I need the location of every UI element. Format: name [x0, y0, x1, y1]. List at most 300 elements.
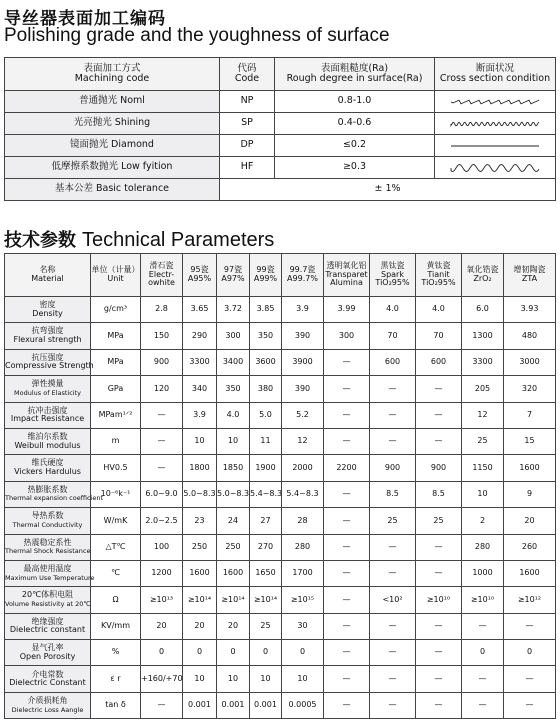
property-cn: 维氏硬度	[31, 458, 64, 468]
fine-wave-profile-icon	[449, 118, 541, 130]
header-text: ZrO₂	[473, 274, 492, 283]
value-cell: —	[462, 666, 504, 692]
header-text: 黑钛瓷	[380, 261, 405, 271]
property-name	[5, 455, 91, 481]
value-cell: —	[324, 534, 370, 560]
header-text: Electr-	[148, 269, 175, 279]
value-cell: 20	[504, 508, 556, 534]
header-text: 代码	[237, 62, 257, 74]
value-cell: 290	[183, 323, 217, 349]
param-row	[5, 428, 556, 454]
header-text: 单位（计量）	[91, 265, 140, 275]
param-header-cell	[416, 254, 462, 297]
value-cell: —	[370, 640, 416, 666]
property-cn: 热震稳定系性	[23, 537, 72, 547]
machining-method: 镜面抛光 Diamond	[5, 135, 220, 157]
value-cell: 0.001	[250, 692, 282, 718]
value-cell: 205	[462, 376, 504, 402]
value-cell: 3400	[217, 349, 250, 375]
property-cn: 导热系数	[31, 511, 64, 521]
value-cell: 11	[250, 428, 282, 454]
param-row	[5, 508, 556, 534]
value-cell: 25	[462, 428, 504, 454]
property-name	[5, 297, 91, 323]
property-en: Thermal expansion coefficient	[5, 494, 104, 503]
rough-line-profile-icon	[449, 96, 541, 108]
property-name	[5, 376, 91, 402]
header-text: 透明氧化铝	[326, 261, 367, 271]
value-cell: 5.4~8.3	[250, 481, 282, 507]
value-cell: ≥10¹⁴	[217, 587, 250, 613]
header-text: 增韧陶瓷	[513, 265, 546, 275]
value-cell: ≥10¹³	[141, 587, 183, 613]
value-cell: 10	[462, 481, 504, 507]
value-cell: 10	[250, 666, 282, 692]
value-cell: —	[370, 666, 416, 692]
value-cell: —	[416, 534, 462, 560]
value-cell: —	[504, 692, 556, 718]
property-en: Density	[32, 308, 63, 318]
value-cell: 8.5	[370, 481, 416, 507]
property-name	[5, 560, 95, 586]
param-row	[5, 613, 556, 639]
value-cell: 120	[141, 376, 183, 402]
header-text: Material	[31, 274, 64, 283]
machining-method: 低摩擦系数抛光 Low fyition	[5, 157, 220, 179]
property-unit: HV0.5	[91, 455, 141, 481]
value-cell: 3900	[282, 349, 324, 375]
value-cell: 1600	[183, 560, 217, 586]
value-cell: 3.65	[183, 297, 217, 323]
value-cell: 2	[462, 508, 504, 534]
value-cell: —	[324, 613, 370, 639]
value-cell: —	[504, 613, 556, 639]
value-cell: 480	[504, 323, 556, 349]
value-cell: 5.0~8.3	[217, 481, 250, 507]
value-cell: 1650	[250, 560, 282, 586]
property-cn: 介电常数	[31, 669, 64, 679]
property-cn: 绝缘强度	[31, 616, 64, 626]
property-unit: MPa	[91, 349, 141, 375]
value-cell: —	[370, 376, 416, 402]
property-en: Vickers Hardulus	[14, 467, 81, 477]
param-row	[5, 640, 556, 666]
value-cell: —	[141, 428, 183, 454]
value-cell: 5.0~8.3	[183, 481, 217, 507]
value-cell: 20	[183, 613, 217, 639]
value-cell: 250	[217, 534, 250, 560]
value-cell: 25	[370, 508, 416, 534]
property-cn: 20℃体积电阻	[21, 590, 74, 600]
value-cell: 4.0	[217, 402, 250, 428]
param-row	[5, 297, 556, 323]
heading-technical	[4, 226, 274, 252]
property-cn: 显气孔率	[31, 643, 64, 653]
value-cell: 340	[183, 376, 217, 402]
value-cell: —	[324, 666, 370, 692]
value-cell: ≥10¹⁵	[282, 587, 324, 613]
cross-section-cell	[435, 113, 556, 135]
value-cell: —	[370, 534, 416, 560]
param-header-cell	[282, 254, 324, 297]
value-cell: 12	[282, 428, 324, 454]
surface-header-cell	[275, 58, 435, 91]
value-cell: —	[462, 613, 504, 639]
value-cell: 0	[217, 640, 250, 666]
value-cell: 4.0	[370, 297, 416, 323]
property-unit: %	[91, 640, 141, 666]
property-en: Weibull modulus	[14, 440, 81, 450]
value-cell: ≥10¹⁴	[250, 587, 282, 613]
value-cell: —	[462, 692, 504, 718]
value-cell: —	[324, 376, 370, 402]
property-cn: 抗压强度	[31, 352, 64, 362]
heading-cn: 导丝器表面加工编码	[4, 9, 166, 29]
header-text: TiO₂95%	[375, 278, 410, 288]
param-header-cell	[217, 254, 250, 297]
code-value: DP	[220, 135, 275, 157]
property-unit: 10⁻⁶k⁻¹	[91, 481, 141, 507]
property-en: Modulus of Elasticity	[14, 388, 81, 397]
param-header-cell	[250, 254, 282, 297]
value-cell: 6.0	[462, 297, 504, 323]
param-header-cell	[370, 254, 416, 297]
value-cell: 0	[141, 640, 183, 666]
cross-section-cell	[435, 157, 556, 179]
value-cell: 4.0	[416, 297, 462, 323]
header-text: 滑石瓷	[149, 261, 174, 271]
value-cell: —	[324, 587, 370, 613]
value-cell: 20	[141, 613, 183, 639]
property-name	[5, 692, 91, 718]
header-text: 99.7瓷	[289, 265, 316, 275]
value-cell: 7	[504, 402, 556, 428]
value-cell: 300	[217, 323, 250, 349]
header-text: Code	[234, 73, 260, 84]
param-row	[5, 534, 556, 560]
value-cell: 1700	[282, 560, 324, 586]
straight-line-profile-icon	[449, 140, 541, 152]
machining-method: 光亮抛光 Shining	[5, 113, 220, 135]
property-unit: KV/mm	[91, 613, 141, 639]
value-cell: 1600	[217, 560, 250, 586]
value-cell: 5.0	[250, 402, 282, 428]
header-text: TiO₂95%	[421, 278, 456, 288]
value-cell: 0.0005	[282, 692, 324, 718]
value-cell: 12	[462, 402, 504, 428]
surface-table	[4, 57, 556, 201]
value-cell: 3.85	[250, 297, 282, 323]
value-cell: 1200	[141, 560, 183, 586]
property-unit: Ω	[91, 587, 141, 613]
header-text: 断面状况	[475, 62, 514, 74]
value-cell: 2200	[324, 455, 370, 481]
param-header-cell	[504, 254, 556, 297]
cross-section-cell	[435, 135, 556, 157]
param-header-cell	[462, 254, 504, 297]
property-en: Open Porosity	[19, 651, 76, 661]
header-text: A97%	[221, 274, 245, 283]
param-row	[5, 376, 556, 402]
surface-row	[5, 113, 556, 135]
param-header-cell	[91, 254, 141, 297]
value-cell: ≥10¹²	[504, 587, 556, 613]
property-cn: 抗冲击强度	[27, 405, 68, 415]
header-text: 氧化锆瓷	[466, 265, 499, 275]
header-text: Unit	[107, 274, 124, 283]
value-cell: —	[370, 402, 416, 428]
property-unit: △T℃	[91, 534, 141, 560]
tolerance-value: ± 1%	[220, 179, 556, 201]
value-cell: —	[416, 428, 462, 454]
value-cell: 9	[504, 481, 556, 507]
value-cell: —	[324, 508, 370, 534]
value-cell: 3.72	[217, 297, 250, 323]
param-header-cell	[141, 254, 183, 297]
property-cn: 弹性摸量	[31, 379, 64, 389]
value-cell: 3000	[504, 349, 556, 375]
value-cell: 3.99	[324, 297, 370, 323]
property-cn: 介质损耗角	[27, 695, 68, 705]
param-row	[5, 349, 556, 375]
value-cell: 0	[183, 640, 217, 666]
property-name	[5, 402, 91, 428]
value-cell: <10²	[370, 587, 416, 613]
code-value: HF	[220, 157, 275, 179]
property-name	[5, 481, 104, 507]
heading-technical-en: Technical Parameters	[82, 229, 275, 251]
value-cell: 10	[217, 428, 250, 454]
property-en: Compressive Strength	[5, 361, 94, 371]
value-cell: 10	[282, 666, 324, 692]
value-cell: 3.9	[183, 402, 217, 428]
property-name	[5, 587, 91, 613]
value-cell: 10	[183, 666, 217, 692]
value-cell: 2.0~2.5	[141, 508, 183, 534]
value-cell: 320	[504, 376, 556, 402]
property-unit: g/cm³	[91, 297, 141, 323]
value-cell: 70	[370, 323, 416, 349]
value-cell: —	[324, 349, 370, 375]
value-cell: 3600	[250, 349, 282, 375]
property-name	[5, 428, 91, 454]
value-cell: 600	[370, 349, 416, 375]
param-header-cell	[183, 254, 217, 297]
value-cell: —	[324, 560, 370, 586]
value-cell: 2000	[282, 455, 324, 481]
property-name	[5, 349, 94, 375]
value-cell: 100	[141, 534, 183, 560]
surface-header-cell	[5, 58, 220, 91]
value-cell: 1900	[250, 455, 282, 481]
value-cell: 3.93	[504, 297, 556, 323]
value-cell: 0	[504, 640, 556, 666]
value-cell: —	[324, 481, 370, 507]
surface-row	[5, 157, 556, 179]
value-cell: 70	[416, 323, 462, 349]
value-cell: 25	[250, 613, 282, 639]
value-cell: 8.5	[416, 481, 462, 507]
property-name	[5, 534, 91, 560]
property-unit: tan δ	[91, 692, 141, 718]
value-cell: 270	[250, 534, 282, 560]
value-cell: —	[324, 402, 370, 428]
property-name	[5, 323, 91, 349]
machining-method: 普通抛光 Noml	[5, 91, 220, 113]
value-cell: —	[370, 428, 416, 454]
param-header-cell	[5, 254, 91, 297]
value-cell: 2.8	[141, 297, 183, 323]
property-en: Volume Resistivity at 20℃	[5, 599, 91, 608]
surface-row	[5, 91, 556, 113]
header-text: 95瓷	[190, 265, 209, 275]
property-unit: MPam¹ᐟ²	[91, 402, 141, 428]
value-cell: 6.0~9.0	[141, 481, 183, 507]
value-cell: 28	[282, 508, 324, 534]
value-cell: 1850	[217, 455, 250, 481]
property-name	[5, 640, 91, 666]
header-text: Cross section condition	[439, 73, 551, 84]
param-row	[5, 666, 556, 692]
value-cell: —	[324, 428, 370, 454]
property-name	[5, 666, 91, 692]
parameter-table	[4, 253, 556, 719]
value-cell: 280	[462, 534, 504, 560]
param-row	[5, 455, 556, 481]
tolerance-label: 基本公差 Basic tolerance	[5, 179, 220, 201]
value-cell: 27	[250, 508, 282, 534]
value-cell: 0.001	[183, 692, 217, 718]
heading-technical-cn: 技术参数	[4, 230, 76, 251]
param-row	[5, 560, 556, 586]
roughness-value: ≥0.3	[275, 157, 435, 179]
header-text: A95%	[187, 274, 212, 283]
header-text: 黄钛瓷	[426, 261, 451, 271]
code-value: NP	[220, 91, 275, 113]
value-cell: 10	[217, 666, 250, 692]
value-cell: 260	[504, 534, 556, 560]
header-text: 99瓷	[256, 265, 275, 275]
value-cell: —	[504, 666, 556, 692]
property-cn: 维泊尔系数	[27, 432, 68, 442]
header-text: 表面加工方式	[83, 62, 141, 74]
surface-header-row	[5, 58, 556, 91]
property-cn: 密度	[39, 300, 56, 310]
value-cell: 30	[282, 613, 324, 639]
value-cell: 0.001	[217, 692, 250, 718]
value-cell: 1600	[504, 560, 556, 586]
value-cell: 24	[217, 508, 250, 534]
tolerance-row	[5, 179, 556, 201]
value-cell: 1600	[504, 455, 556, 481]
surface-row	[5, 135, 556, 157]
param-row	[5, 692, 556, 718]
header-text: Rough degree in surface(Ra)	[286, 73, 423, 84]
param-row	[5, 323, 556, 349]
value-cell: 380	[250, 376, 282, 402]
value-cell: —	[416, 692, 462, 718]
value-cell: —	[416, 613, 462, 639]
value-cell: —	[370, 613, 416, 639]
value-cell: 1150	[462, 455, 504, 481]
roughness-value: ≤0.2	[275, 135, 435, 157]
property-name	[5, 508, 91, 534]
property-cn: 最高使用温度	[23, 563, 72, 573]
property-cn: 热膨胀系数	[27, 484, 68, 494]
value-cell: —	[141, 402, 183, 428]
value-cell: 900	[141, 349, 183, 375]
property-en: Flexural strength	[13, 335, 82, 345]
value-cell: 20	[217, 613, 250, 639]
value-cell: 3.9	[282, 297, 324, 323]
property-cn: 抗弯强度	[31, 326, 64, 336]
value-cell: —	[141, 455, 183, 481]
value-cell: —	[324, 692, 370, 718]
value-cell: 600	[416, 349, 462, 375]
property-unit: GPa	[91, 376, 141, 402]
value-cell: 900	[370, 455, 416, 481]
value-cell: 300	[324, 323, 370, 349]
value-cell: 390	[282, 323, 324, 349]
value-cell: 350	[250, 323, 282, 349]
value-cell: —	[416, 666, 462, 692]
header-text: 97瓷	[223, 265, 243, 275]
property-en: Dielectric Loss Aangle	[11, 705, 84, 714]
surface-header-cell	[435, 58, 556, 91]
header-text: A99%	[253, 274, 278, 283]
value-cell: 25	[416, 508, 462, 534]
heading-en: Polishing grade and the youghness of surface	[4, 25, 390, 46]
value-cell: ≥10¹⁰	[416, 587, 462, 613]
property-unit: ε r	[91, 666, 141, 692]
large-wave-profile-icon	[449, 162, 541, 174]
property-unit: MPa	[91, 323, 141, 349]
property-unit: W/mK	[91, 508, 141, 534]
value-cell: 10	[183, 428, 217, 454]
header-text: owhite	[148, 278, 175, 288]
value-cell: 5.2	[282, 402, 324, 428]
header-text: A99.7%	[287, 274, 318, 283]
header-text: Spark	[381, 269, 404, 279]
value-cell: 1800	[183, 455, 217, 481]
property-en: Impact Resistance	[10, 414, 85, 424]
value-cell: —	[416, 376, 462, 402]
header-text: Transparet	[325, 269, 368, 279]
value-cell: 250	[183, 534, 217, 560]
header-text: 表面粗糙度(Ra)	[320, 62, 389, 74]
property-unit: m	[91, 428, 141, 454]
property-en: Dielectric constant	[9, 625, 86, 635]
value-cell: 150	[141, 323, 183, 349]
value-cell: —	[324, 640, 370, 666]
param-header-row	[5, 254, 556, 297]
header-text: 名称	[39, 265, 56, 275]
property-en: Thermal Conductivity	[12, 520, 83, 529]
param-row	[5, 481, 556, 507]
property-en: Dielectric Constant	[9, 678, 86, 688]
value-cell: —	[370, 560, 416, 586]
param-row	[5, 402, 556, 428]
property-unit: ℃	[91, 560, 141, 586]
code-value: SP	[220, 113, 275, 135]
value-cell: +160/+70	[141, 666, 183, 692]
property-en: Thermal Shock Resistance	[5, 547, 91, 556]
value-cell: —	[141, 692, 183, 718]
value-cell: 350	[217, 376, 250, 402]
cross-section-cell	[435, 91, 556, 113]
roughness-value: 0.4-0.6	[275, 113, 435, 135]
value-cell: 3300	[183, 349, 217, 375]
